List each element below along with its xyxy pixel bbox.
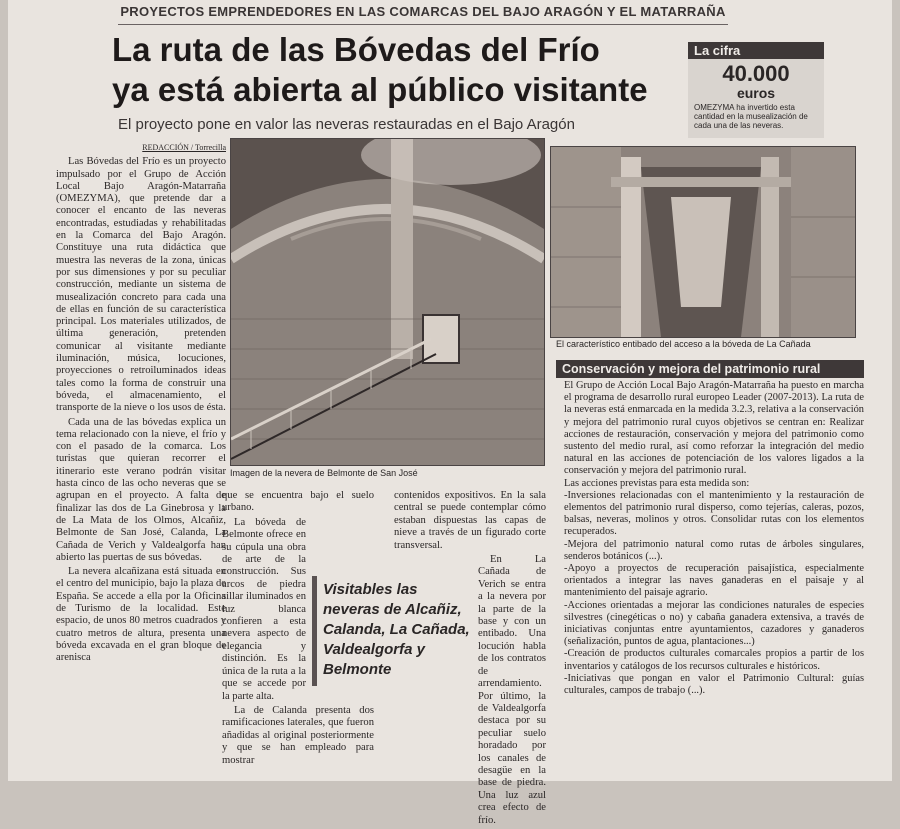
sidebar-list-item: -Apoyo a proyectos de recuperación paisajística, especialmente orientados a integrar las naves ganaderas en el paisaje y al mantenimiento del paisaje agrario. [564, 563, 864, 599]
photo-caption-canada: El característico entibado del acceso a la bóveda de La Cañada [556, 339, 811, 349]
section-header: PROYECTOS EMPRENDEDORES EN LAS COMARCAS DEL BAJO ARAGÓN Y EL MATARRAÑA [118, 4, 728, 25]
paragraph: La bóveda de Belmonte ofrece en su cúpula una obra de arte de la construcción. Sus arcos de piedra sillar iluminados en luz blanca confieren a esta nevera aspecto de elegancia y distinción. Es la única de la ruta a la que se accede por la parte alta. [222, 516, 306, 702]
entrance-illustration [551, 147, 855, 337]
paragraph: que se encuentra bajo el suelo urbano. [222, 490, 374, 514]
headline-line-1: La ruta de las Bóvedas del Frío [112, 31, 600, 68]
article-column-1 [56, 142, 226, 666]
key-figure-description: OMEZYMA ha invertido esta cantidad en la musealización de cada una de las neveras. [694, 103, 808, 130]
sidebar-title: Conservación y mejora del patrimonio rural [556, 360, 864, 378]
photo-canada-entrance [550, 146, 856, 338]
sidebar-list-item: -Inversiones relacionadas con el mantenimiento y la restauración de elementos del patrimonio rural disperso, como tejerías, caleras, pozos, balsas, neveras, molinos y otros. Consolidar rutas con los elementos recuperados. [564, 489, 864, 538]
pull-quote: Visitables las neveras de Alcañiz, Calanda, La Cañada, Valdealgorfa y Belmonte [312, 576, 476, 686]
paragraph: Las Bóvedas del Frío es un proyecto impulsado por el Grupo de Acción Local Bajo Aragón-Matarraña (OMEZYMA), que pretende dar a conocer el encanto de las neveras encontradas, estudiadas y rehabilitadas en la Comarca del Bajo Aragón. Constituye una ruta didáctica que muestra las neveras de la zona, únicas por sus dimensiones y por su peculiar construcción, mediante un sistema de musealización concreto para cada una de ellas en función de su característica principal. Los materiales utilizados, de última generación, pretenden comunicar al visitante mediante iluminación, música, locuciones, proyecciones o retroiluminados ideas tales como la forma de construir una bóveda, el almacenamiento, el transporte de la nieve o los usos de ésta. [56, 156, 226, 414]
subheadline: El proyecto pone en valor las neveras restauradas en el Bajo Aragón [118, 116, 575, 133]
key-figure-tag: La cifra [688, 42, 824, 59]
newspaper-page [8, 0, 892, 826]
paragraph: La de Calanda presenta dos ramificaciones laterales, que fueron añadidas al original posteriormente y que se han empleado para mostrar [222, 704, 374, 766]
sidebar-list-item: -Mejora del patrimonio natural como rutas de árboles singulares, senderos botánicos (...). [564, 538, 864, 562]
byline: REDACCIÓN / Torrecilla [142, 143, 226, 152]
key-figure-unit: euros [736, 85, 776, 101]
paragraph: Cada una de las bóvedas explica un tema relacionado con la nieve, el frío y con el pasado de la comarca. Los turistas que quieran recorrer el itinerario este verano podrán visitar hasta cinco de las ocho neveras que se agrupan en el proyecto. A falta de finalizar las dos de La Ginebrosa y la de La Mata de los Olmos, Alcañiz, Belmonte de San José, Calanda, La Cañada de Verich y Valdealgorfa han abierto las puertas de sus bóvedas. [56, 416, 226, 563]
headline [112, 30, 692, 110]
headline-line-2: ya está abierta al público visitante [112, 71, 648, 108]
sidebar-paragraph: El Grupo de Acción Local Bajo Aragón-Matarraña ha puesto en marcha el programa de desarrollo rural europeo Leader (2007-2013). La ruta de la neveras está enmarcada en la medida 3.2.3, relativa a la conservación y mejora del patrimonio rural cuyos objetivos se centran en: Realizar acciones de restauración, conservación y mejora del patrimonio como sustento del medio rural, así como reforzar la integración del medio natural en las acciones de potenciación de los valores ligados a la conservación y mejora del patrimonio rural. [564, 380, 864, 477]
key-figure-number: 40.000 [722, 61, 790, 86]
sidebar-box [564, 380, 864, 697]
sidebar-paragraph: Las acciones previstas para esta medida son: [564, 477, 750, 489]
paragraph: La nevera alcañizana está situada en el centro del municipio, bajo la plaza de España. Se accede a ella por la Oficina de Turismo de la localidad. Este espacio, de unos 80 metros cuadrados y cuatro metros de altura, presenta una bóveda excavada en el gran bloque de arenisca [56, 566, 226, 664]
paragraph: contenidos expositivos. En la sala central se puede contemplar cómo estaban dispuestas las capas de nieve a través de un figurado corte transversal. [394, 490, 546, 551]
sidebar-list-item: -Iniciativas que pongan en valor el Patrimonio Cultural: guías culturales, campos de trabajo (...). [564, 672, 864, 697]
photo-belmonte-vault [230, 138, 545, 466]
sidebar-list-item: -Creación de productos culturales comarcales propios a partir de los inventarios y catálogos de los recursos culturales e históricos. [564, 648, 864, 672]
vault-illustration [231, 139, 544, 465]
photo-caption-belmonte: Imagen de la nevera de Belmonte de San José [230, 468, 418, 478]
key-figure-box [688, 42, 824, 138]
sidebar-list-item: -Acciones orientadas a mejorar las condiciones naturales de especies silvestres (cinegéticas o no) y cabaña ganadera extensiva, a través de iniciativas conjuntas entre ayuntamientos, cazadores y ganaderos (señalización, puntos de agua, plantaciones...) [564, 599, 864, 648]
paragraph: En La Cañada de Verich se entra a la nevera por la parte de la base y con un entibado. Una locución habla de los contratos de arrendamiento. Por último, la de Valdealgorfa destaca por su peculiar suelo horadado por los canales de desagüe en la base de piedra. Una luz azul crea efecto de frío. [478, 554, 546, 826]
